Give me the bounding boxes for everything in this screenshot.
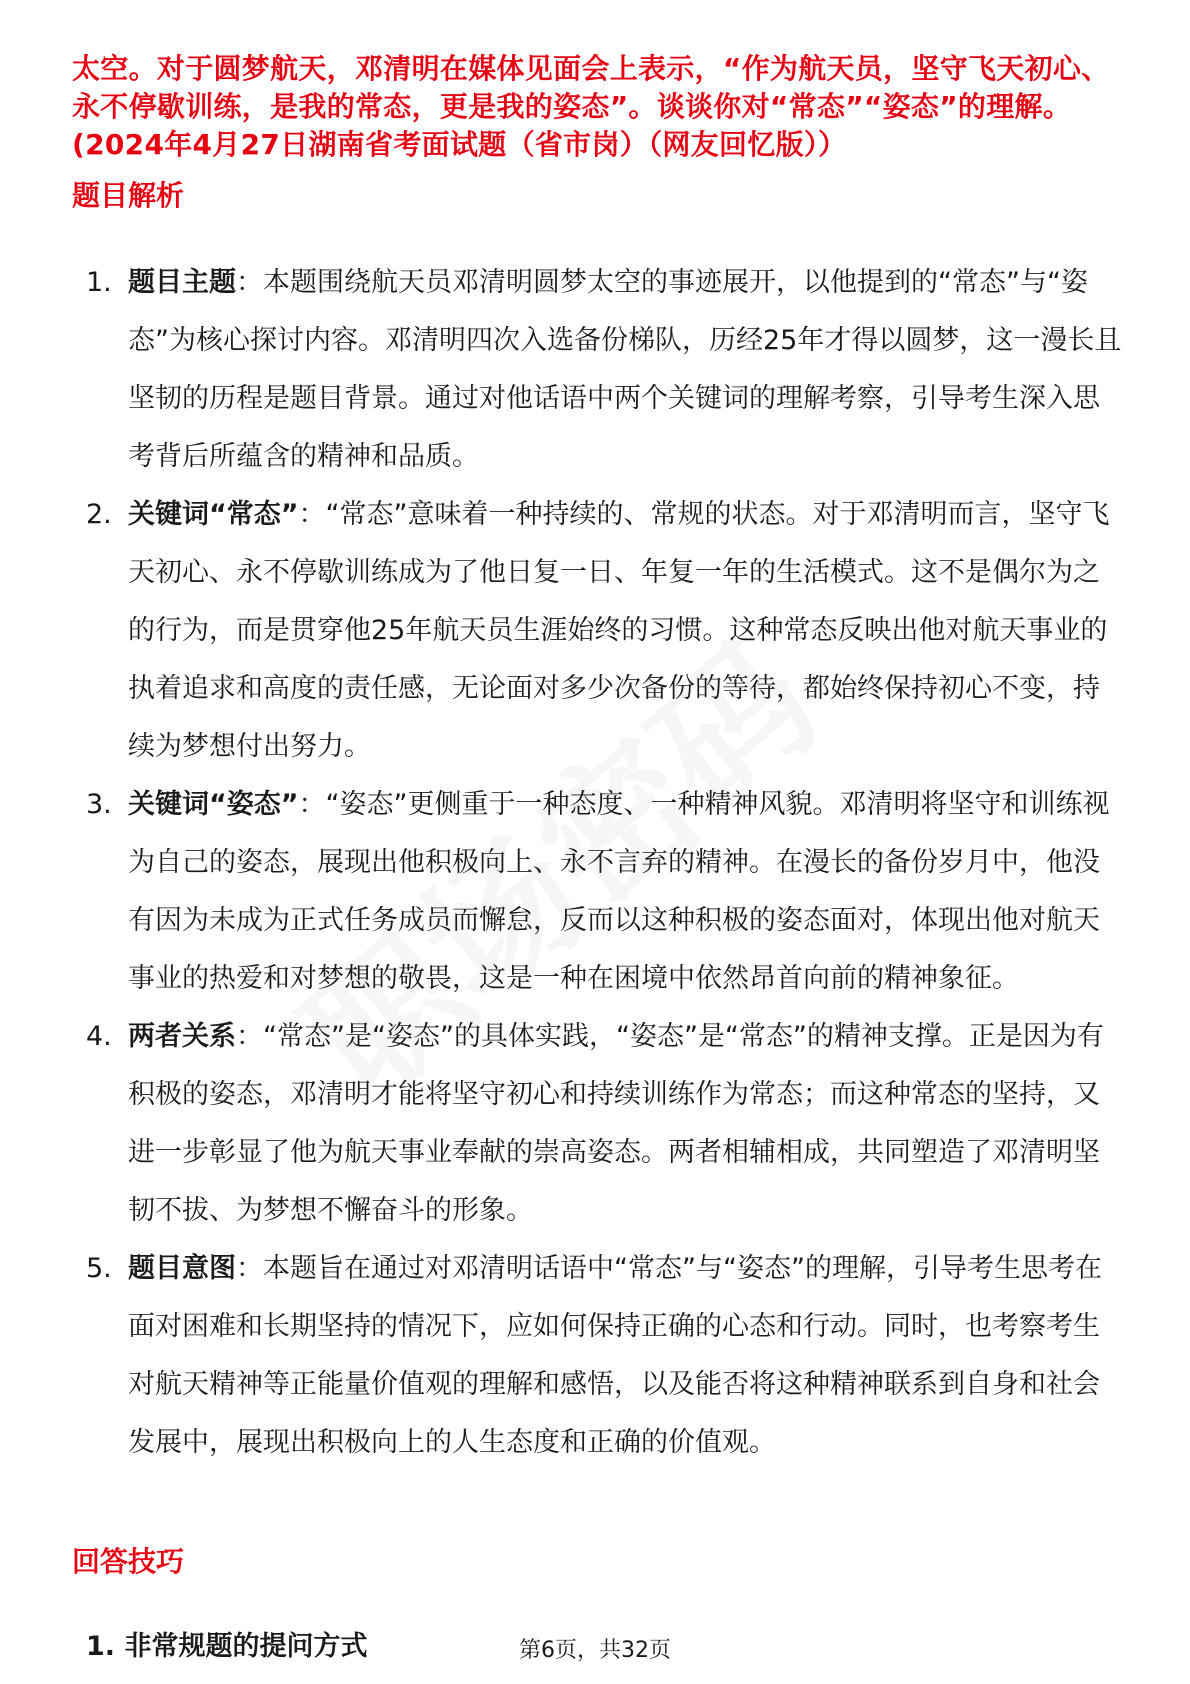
item-number: 2. — [86, 499, 112, 530]
item-text: 本题旨在通过对邓清明话语中“常态”与“姿态”的理解，引导考生思考在面对困难和长期坚持的情况下，应如何保持正确的心态和行动。同时，也考察考生对航天精神等正能量价值观的理解和感悟，以及能否将这种精神联系到自身和社会发展中，展现出积极向上的人生态度和正确的价值观。 — [128, 1253, 1102, 1458]
item-text: “常态”是“姿态”的具体实践，“姿态”是“常态”的精神支撑。正是因为有积极的姿态，邓清明才能将坚守初心和持续训练作为常态；而这种常态的坚持，又进一步彰显了他为航天事业奉献的崇高姿态。两者相辅相成，共同塑造了邓清明坚韧不拔、为梦想不懈奋斗的形象。 — [128, 1021, 1104, 1226]
item-separator: ： — [236, 1021, 263, 1052]
section-heading-tips: 回答技巧 — [72, 1545, 185, 1578]
item-label: 两者关系 — [128, 1021, 236, 1052]
list-item — [86, 1008, 1126, 1240]
list-item — [86, 776, 1126, 1008]
list-item — [86, 486, 1126, 776]
item-text: 本题围绕航天员邓清明圆梦太空的事迹展开，以他提到的“常态”与“姿态”为核心探讨内容。邓清明四次入选备份梯队，历经25年才得以圆梦，这一漫长且坚韧的历程是题目背景。通过对他话语中两个关键词的理解考察，引导考生深入思考背后所蕴含的精神和品质。 — [128, 267, 1122, 472]
item-separator: ： — [236, 1253, 263, 1284]
item-separator: ： — [298, 499, 326, 530]
item-number: 5. — [86, 1253, 112, 1284]
item-separator: ： — [298, 789, 326, 820]
item-number: 1. — [86, 267, 112, 298]
item-label: 题目意图 — [128, 1253, 236, 1284]
item-label: 关键词“常态” — [128, 499, 299, 530]
cut-off-text: 1. 非常规题的提问方式 — [86, 1631, 368, 1662]
item-text: “常态”意味着一种持续的、常规的状态。对于邓清明而言，坚守飞天初心、永不停歇训练成为了他日复一日、年复一年的生活模式。这不是偶尔为之的行为，而是贯穿他25年航天员生涯始终的习惯。这种常态反映出他对航天事业的执着追求和高度的责任感，无论面对多少次备份的等待，都始终保持初心不变，持续为梦想付出努力。 — [128, 499, 1110, 762]
list-item — [86, 254, 1126, 486]
item-text: “姿态”更侧重于一种态度、一种精神风貌。邓清明将坚守和训练视为自己的姿态，展现出他积极向上、永不言弃的精神。在漫长的备份岁月中，他没有因为未成为正式任务成员而懈怠，反而以这种积极的姿态面对，体现出他对航天事业的热爱和对梦想的敬畏，这是一种在困境中依然昂首向前的精神象征。 — [128, 789, 1110, 994]
analysis-list — [86, 254, 1126, 1472]
item-label: 关键词“姿态” — [128, 789, 299, 820]
item-separator: ： — [236, 267, 263, 298]
section-heading-analysis: 题目解析 — [72, 179, 185, 212]
page-footer: 第6页，共32页 — [519, 1638, 671, 1663]
item-number: 4. — [86, 1021, 112, 1052]
list-item — [86, 1240, 1126, 1472]
item-number: 3. — [86, 789, 112, 820]
question-text: 太空。对于圆梦航天，邓清明在媒体见面会上表示，“作为航天员，坚守飞天初心、永不停歇训练，是我的常态，更是我的姿态”。谈谈你对“常态”“姿态”的理解。(2024年4月27日湖南省考面试题（省市岗）（网友回忆版）） — [72, 52, 1110, 161]
item-label: 题目主题 — [128, 267, 236, 298]
